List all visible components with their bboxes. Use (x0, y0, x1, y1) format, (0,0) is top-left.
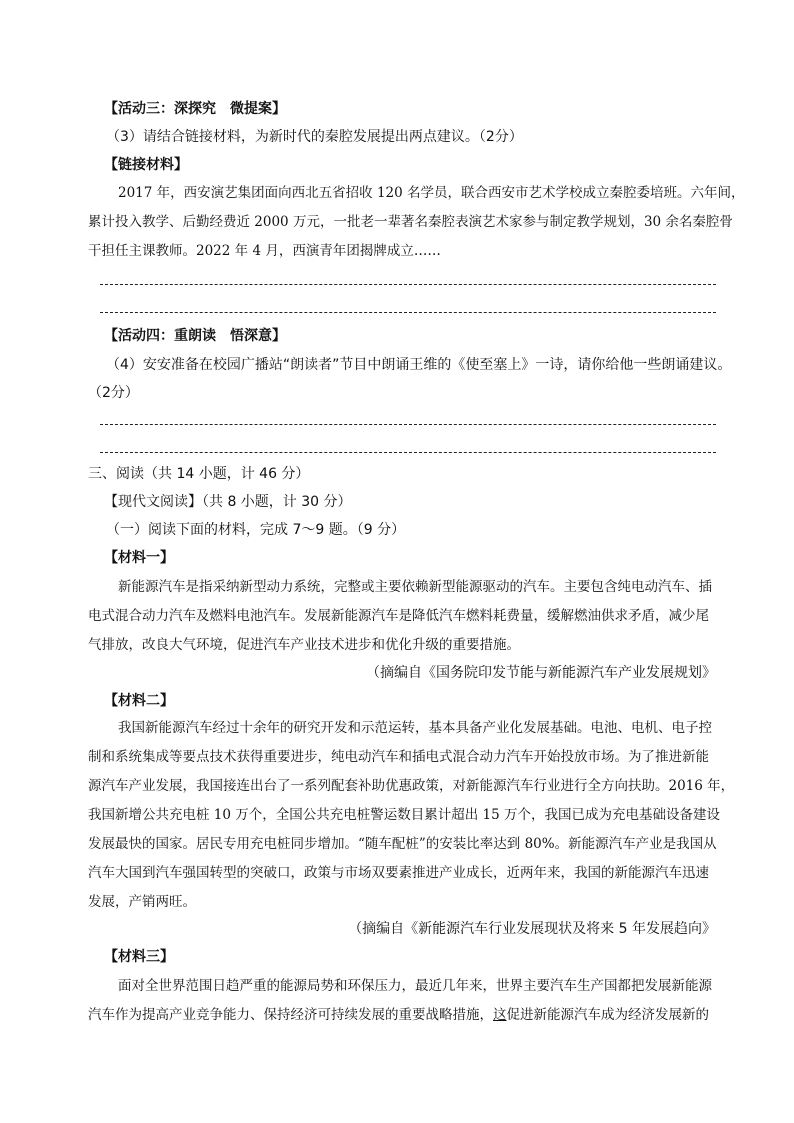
part1-instruction: （一）阅读下面的材料，完成 7～9 题。（9 分） (106, 522, 406, 538)
answer-line[interactable] (100, 452, 716, 453)
material2-line: 源汽车产业发展，我国接连出台了一系列配套补助优惠政策，对新能源汽车行业进行全方向扶助。2016 年， (88, 778, 735, 794)
material2-line: 汽车大国到汽车强国转型的突破口，政策与市场双要素推进产业成长，近两年来，我国的新能源汽车迅速 (88, 865, 709, 881)
answer-line[interactable] (100, 284, 716, 285)
activity4-question-score: （2分） (88, 385, 139, 401)
activity4-heading: 【活动四：重朗读 悟深意】 (104, 328, 286, 344)
material2-heading: 【材料二】 (104, 693, 174, 709)
material3-line-rest: 促进新能源汽车成为经济发展新的 (506, 1007, 709, 1023)
material1-heading: 【材料一】 (104, 550, 174, 566)
link-material-line: 干担任主课教师。2022 年 4 月，西演青年团揭牌成立…… (88, 243, 441, 259)
activity4-question: （4）安安准备在校园广播站“朗读者”节目中朗诵王维的《使至塞上》一诗，请你给他一些朗诵建议。 (106, 357, 732, 373)
link-material-line: 2017 年，西安演艺集团面向西北五省招收 120 名学员，联合西安市艺术学校成立秦腔委培班。六年间， (118, 185, 745, 201)
material2-line: 制和系统集成等要点技术获得重要进步，纯电动汽车和插电式混合动力汽车开始投放市场。为了推进新能 (88, 749, 709, 765)
modern-reading-heading: 【现代文阅读】（共 8 小题，计 30 分） (104, 494, 352, 510)
material2-line: 我国新增公共充电桩 10 万个，全国公共充电桩警运数目累计超出 15 万个，我国已成为充电基础设备建设 (88, 807, 721, 823)
answer-line[interactable] (100, 424, 716, 425)
activity3-heading: 【活动三：深探究 微提案】 (104, 101, 286, 117)
material3-line (88, 1006, 709, 1024)
material2-line: 发展，产销两旺。 (88, 894, 196, 910)
material1-line: 电式混合动力汽车及燃料电池汽车。发展新能源汽车是降低汽车燃料耗费量，缓解燃油供求矛盾，减少尾 (88, 608, 709, 624)
material2-line: 发展最快的国家。居民专用充电桩同步增加。“随车配桩”的安装比率达到 80%。新能源汽车产业是我国从 (88, 836, 717, 852)
material3-heading: 【材料三】 (104, 949, 174, 965)
link-material-heading: 【链接材料】 (104, 157, 188, 173)
material1-source: （摘编自《国务院印发节能与新能源汽车产业发展规划》 (366, 665, 716, 681)
material3-line-text: 汽车作为提高产业竞争能力、保持经济可持续发展的重要战略措施， (88, 1007, 493, 1023)
material1-line: 气排放，改良大气环境，促进汽车产业技术进步和优化升级的重要措施。 (88, 637, 520, 653)
material3-line: 面对全世界范围日趋严重的能源局势和环保压力，最近几年来，世界主要汽车生产国都把发展新能源 (118, 978, 712, 994)
material1-line: 新能源汽车是指采纳新型动力系统，完整或主要依赖新型能源驱动的汽车。主要包含纯电动汽车、插 (118, 579, 712, 595)
material3-underlined-word: 这 (493, 1007, 507, 1023)
link-material-line: 累计投入教学、后勤经费近 2000 万元，一批老一辈著名秦腔表演艺术家参与制定教学规划，30 余名秦腔骨 (88, 214, 733, 230)
answer-line[interactable] (100, 312, 716, 313)
material2-line: 我国新能源汽车经过十余年的研究开发和示范运转，基本具备产业化发展基础。电池、电机、电子控 (118, 720, 712, 736)
activity3-question: （3）请结合链接材料，为新时代的秦腔发展提出两点建议。（2分） (106, 129, 523, 145)
section3-heading: 三、阅读（共 14 小题，计 46 分） (88, 466, 310, 482)
material2-source: （摘编自《新能源汽车行业发展现状及将来 5 年发展趋向》 (348, 921, 716, 937)
